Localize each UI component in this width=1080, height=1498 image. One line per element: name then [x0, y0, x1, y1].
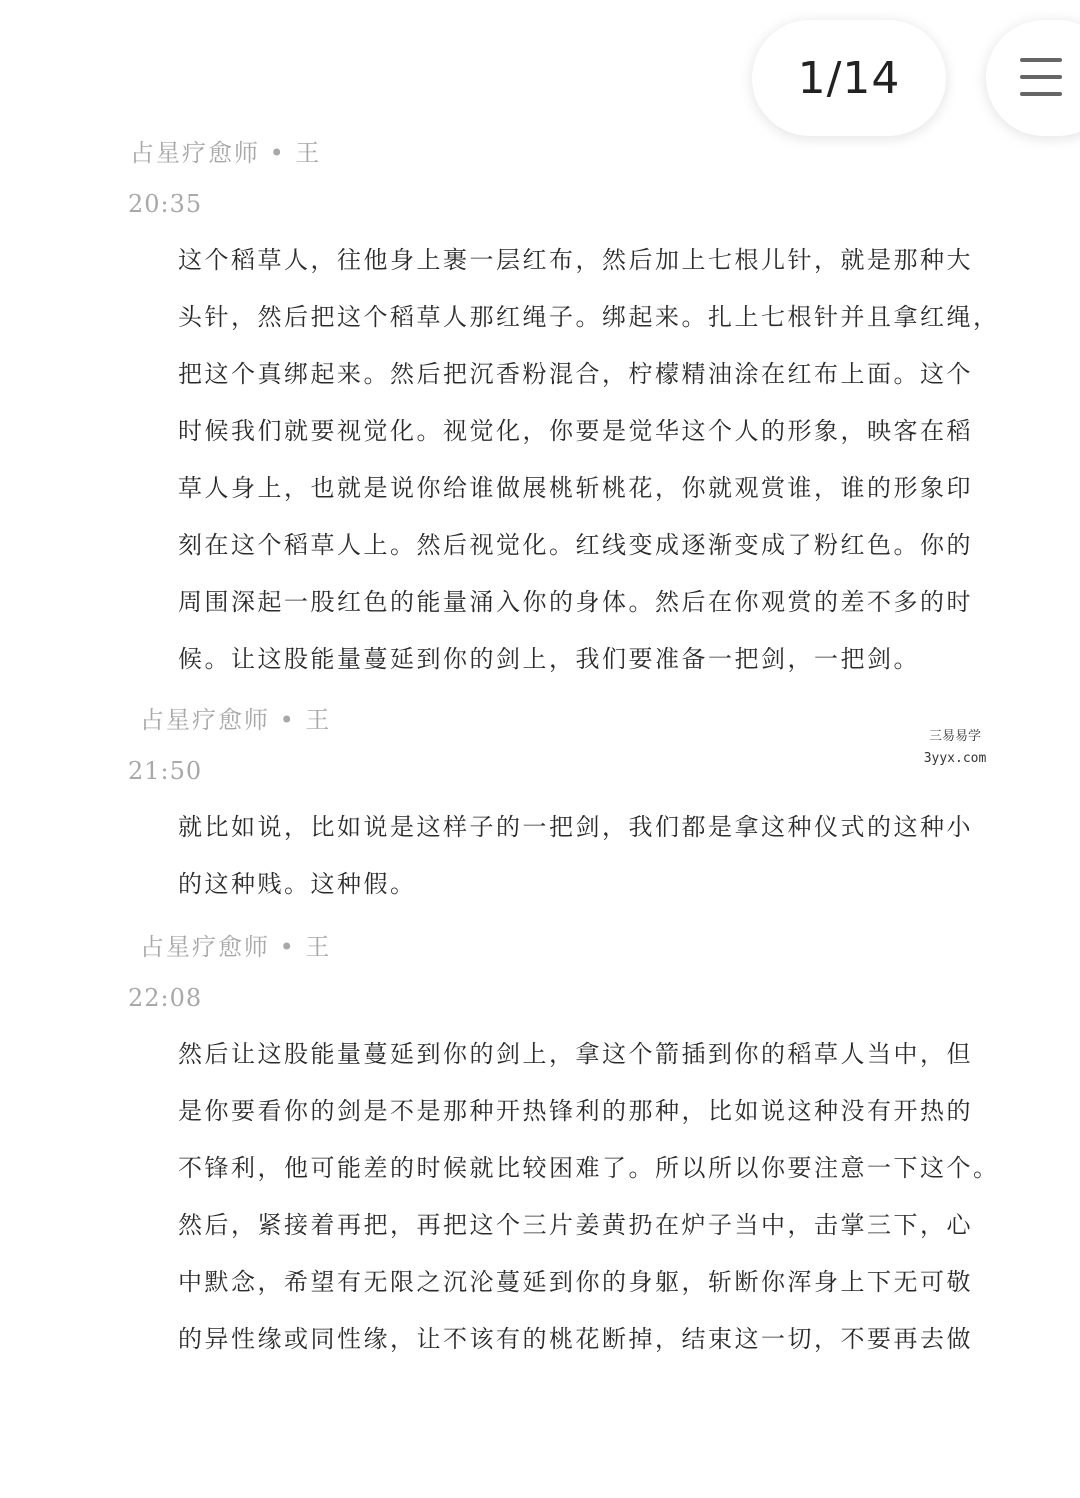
message-body: [178, 799, 973, 913]
message-line: 然后，紧接着再把，再把这个三片姜黄扔在炉子当中，击掌三下，心: [178, 1211, 973, 1239]
message-line: 把这个真绑起来。然后把沉香粉混合，柠檬精油涂在红布上面。这个: [178, 360, 973, 388]
watermark-name: 三易易学: [928, 729, 981, 744]
message-line: 头针，然后把这个稻草人那红绳子。绑起来。扎上七根针并且拿红绳，: [178, 303, 1000, 331]
message-line: 就比如说，比如说是这样子的一把剑，我们都是拿这种仪式的这种小: [178, 813, 973, 841]
message-time: 21:50: [128, 757, 203, 785]
watermark: [900, 726, 1010, 770]
message-time: 22:08: [128, 984, 203, 1012]
message-line: 然后让这股能量蔓延到你的剑上，拿这个箭插到你的稻草人当中，但: [178, 1040, 973, 1068]
menu-button[interactable]: [986, 20, 1080, 136]
message-line: 草人身上，也就是说你给谁做展桃斩桃花，你就观赏谁，谁的形象印: [178, 474, 973, 502]
message-body: [178, 232, 1000, 688]
message-body: [178, 1026, 1000, 1368]
message-line: 是你要看你的剑是不是那种开热锋利的那种，比如说这种没有开热的: [178, 1097, 973, 1125]
message-line: 不锋利，他可能差的时候就比较困难了。所以所以你要注意一下这个。: [178, 1154, 1000, 1182]
watermark-url: 3yyx.com: [923, 751, 987, 766]
message-sender: 占星疗愈师 • 王: [130, 139, 322, 167]
message-sender: 占星疗愈师 • 王: [140, 933, 332, 961]
message-line: 候。让这股能量蔓延到你的剑上，我们要准备一把剑，一把剑。: [178, 645, 920, 673]
message-line: 时候我们就要视觉化。视觉化，你要是觉华这个人的形象，映客在稻: [178, 417, 973, 445]
message-line: 的这种贱。这种假。: [178, 870, 417, 898]
message-line: 中默念，希望有无限之沉沦蔓延到你的身躯，斩断你浑身上下无可敬: [178, 1268, 973, 1296]
message-time: 20:35: [128, 190, 203, 218]
message-sender: 占星疗愈师 • 王: [140, 706, 332, 734]
message-line: 刻在这个稻草人上。然后视觉化。红线变成逐渐变成了粉红色。你的: [178, 531, 973, 559]
page-indicator-label: 1/14: [797, 52, 901, 104]
message-line: 周围深起一股红色的能量涌入你的身体。然后在你观赏的差不多的时: [178, 588, 973, 616]
message-line: 的异性缘或同性缘，让不该有的桃花断掉，结束这一切，不要再去做: [178, 1325, 973, 1353]
message-line: 这个稻草人，往他身上裹一层红布，然后加上七根儿针，就是那种大: [178, 246, 973, 274]
page-indicator[interactable]: [752, 20, 946, 136]
menu-icon: [1020, 58, 1062, 96]
